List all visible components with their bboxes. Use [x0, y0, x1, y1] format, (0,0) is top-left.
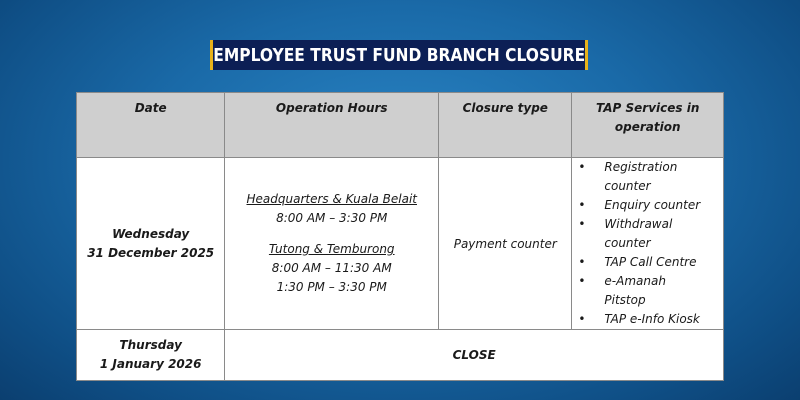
bullet-icon: • — [578, 198, 586, 212]
bullet-icon: • — [578, 255, 586, 269]
list-item: • Registration counter — [578, 160, 678, 193]
bullet-icon: • — [578, 312, 586, 326]
header-tap-services — [572, 93, 724, 158]
tap-services-list — [572, 158, 723, 329]
header-operation-hours: Operation Hours — [225, 93, 439, 158]
title-banner — [210, 40, 588, 70]
date-cell — [77, 158, 225, 330]
list-item: • TAP e-Info Kiosk — [578, 310, 723, 329]
header-date: Date — [77, 93, 225, 158]
hours-group1-time: 8:00 AM – 3:30 PM — [276, 211, 388, 225]
bullet-icon: • — [578, 274, 586, 288]
table-row — [77, 330, 724, 381]
table-row — [77, 158, 724, 330]
list-item: • Withdrawal counter — [578, 217, 673, 250]
hours-group2-time1: 8:00 AM – 11:30 AM — [271, 261, 392, 275]
date-cell — [77, 330, 225, 381]
close-status-cell: CLOSE — [225, 330, 724, 381]
list-item: • TAP Call Centre — [578, 253, 723, 272]
list-item: • Enquiry counter — [578, 196, 723, 215]
date-day: Wednesday — [112, 226, 190, 241]
closure-type-cell: Payment counter — [439, 158, 572, 330]
tap-services-cell — [572, 158, 724, 330]
hours-group2-title: Tutong & Temburong — [268, 242, 395, 256]
date-date: 31 December 2025 — [87, 245, 215, 260]
header-tap-line1: TAP Services in — [596, 101, 700, 115]
closure-table — [76, 92, 724, 381]
operation-hours-cell — [225, 158, 439, 330]
date-day: Thursday — [119, 338, 182, 352]
list-item: • e-Amanah Pitstop — [578, 274, 666, 307]
header-tap-line2: operation — [614, 120, 681, 134]
table-header-row — [77, 93, 724, 158]
hours-group1-title: Headquarters & Kuala Belait — [246, 192, 417, 206]
date-date: 1 January 2026 — [99, 357, 202, 371]
page-title: EMPLOYEE TRUST FUND BRANCH CLOSURE — [213, 44, 585, 66]
bullet-icon: • — [578, 217, 586, 231]
header-closure-type: Closure type — [439, 93, 572, 158]
bullet-icon: • — [578, 160, 586, 174]
hours-group2-time2: 1:30 PM – 3:30 PM — [276, 280, 387, 294]
